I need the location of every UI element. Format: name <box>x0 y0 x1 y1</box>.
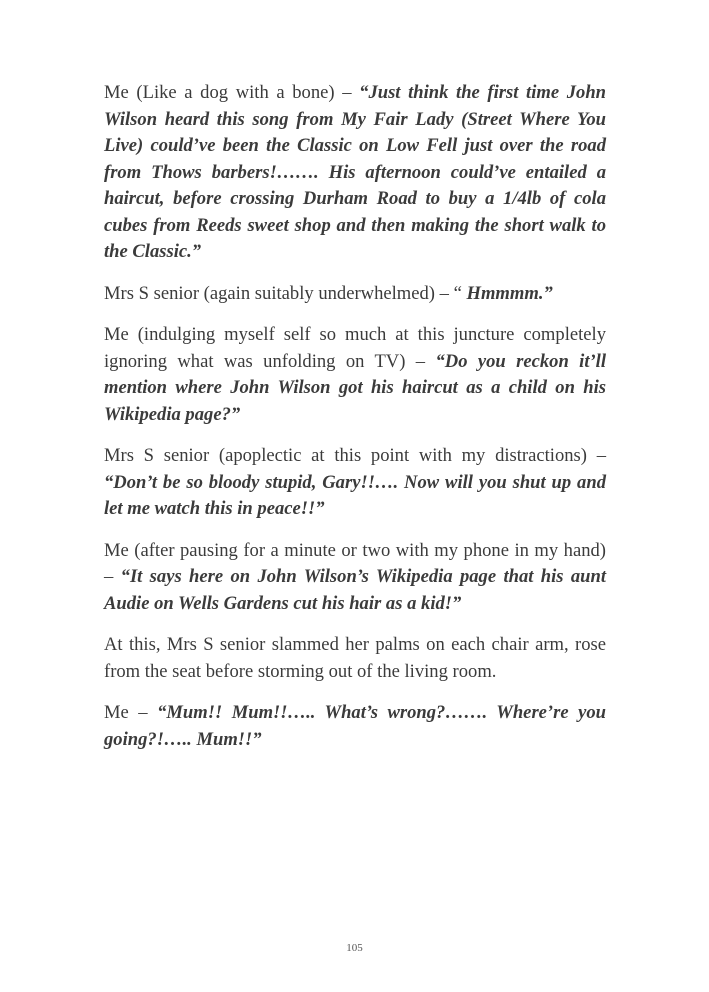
quote-text: “Do you reckon it’ll mention where John Wilson got his haircut as a child on his Wikipedia page?” <box>104 350 607 425</box>
narration-text: At this, Mrs S senior slammed her palms on each chair arm, rose from the seat before storming out of the living room. <box>104 634 606 682</box>
quote-text: “It says here on John Wilson’s Wikipedia page that his aunt Audie on Wells Gardens cut his hair as a kid!” <box>104 566 606 614</box>
speaker-text: Me (indulging myself self so much at this juncture completely ignoring what was unfolding on TV) – <box>104 324 606 372</box>
paragraph <box>104 443 606 523</box>
speaker-text: Me – <box>104 702 158 723</box>
paragraph <box>104 322 606 428</box>
speaker-text: Me (Like a dog with a bone) – <box>104 82 360 103</box>
quote-text: “Don’t be so bloody stupid, Gary!!…. Now will you shut up and let me watch this in peace!!” <box>104 471 606 519</box>
paragraph <box>104 281 606 308</box>
paragraph <box>104 632 606 685</box>
speaker-text: Mrs S senior (apoplectic at this point with my distractions) – <box>104 445 606 466</box>
speaker-text: Mrs S senior (again suitably underwhelmed) – “ <box>104 282 467 304</box>
paragraph <box>104 538 606 618</box>
page-body <box>104 80 606 768</box>
quote-text: Hmmmm.” <box>466 282 553 304</box>
quote-text: “Just think the first time John Wilson heard this song from My Fair Lady (Street Where You Live) could’ve been the Classic on Low Fell just over the road from Thows barbers!……. His afternoon could’ve entailed a haircut, before crossing Durham Road to buy a 1/4lb of cola cubes from Reeds sweet shop and then making the short walk to the Classic.” <box>104 82 606 262</box>
page-number: 105 <box>346 942 363 954</box>
speaker-text: Me (after pausing for a minute or two with my phone in my hand) – <box>104 539 606 587</box>
paragraph <box>104 80 606 266</box>
quote-text: “Mum!! Mum!!….. What’s wrong?……. Where’re you going?!….. Mum!!” <box>104 702 606 750</box>
paragraph <box>104 700 606 753</box>
